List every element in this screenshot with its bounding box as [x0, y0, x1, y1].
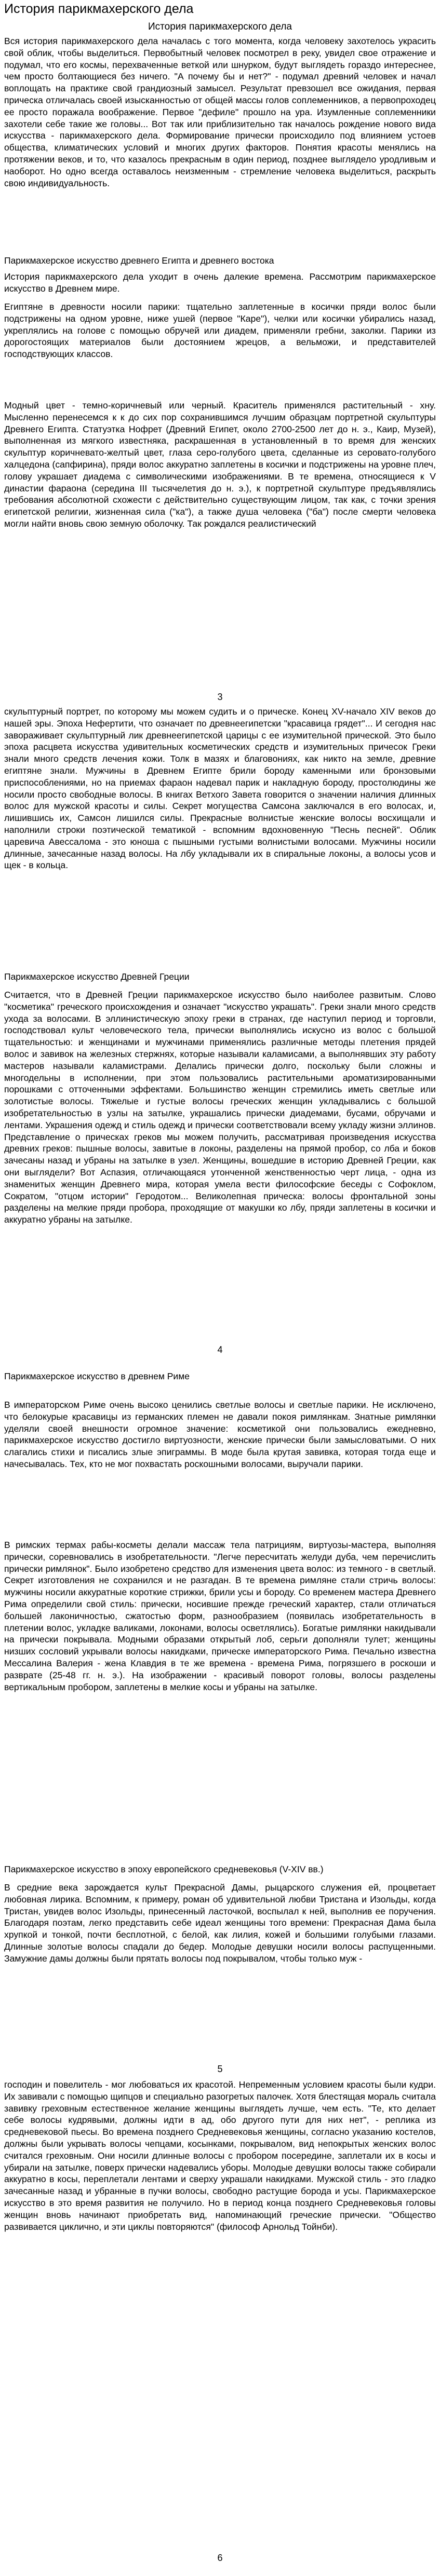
rome-heading: Парикмахерское искусство в древнем Риме [4, 1371, 190, 1381]
page-number: 5 [217, 2064, 223, 2074]
egypt-heading: Парикмахерское искусство древнего Египта и древнего востока [4, 255, 274, 266]
page-number: 6 [217, 2553, 223, 2563]
greece-heading: Парикмахерское искусство Древней Греции [4, 971, 190, 982]
egypt-paragraph-3: скульптурный портрет, по которому мы можем судить и о прическе. Конец XV-начало XIV веков до нашей эры. Эпоха Нефертити, что означает по древнеегипетски "красавица грядет"... И сегодня нас завораживает скульптурный лик древнеегипетской царицы с ее изумительной прической. Это было эпоха расцвета искусства удивительных косметических средств и изумительных причесок Греки знали много средств лечения кожи. Толк в мазях и благовониях, как никто на земле, древние египтяне знали. Мужчины в Древнем Египте брили бороду каменными или бронзовыми приспособлениями, но на приемах фараон надевал парик и накладную бороду, простолюдины же носили просто свободные волосы. В книгах Ветхого Завета говорится о значении наличия длинных волос для мужской красоты и силы. Секрет могущества Самсона заключался в его волосах, и, лишившись их, Самсон лишился силы. Прекрасные волнистые женские волосы восхищали и наполнили строки поэтической тематикой - вспомним вдохновенную "Песнь песней". Облик царевича Авессалома - это юноша с пышными густыми волнистыми волосами. Мужчины носили длинные, зачесанные назад волосы. На лбу укладывали их в спиральные локоны, а волосы усов и щек - в кольца. [4, 706, 436, 871]
greece-paragraph: Считается, что в Древней Греции парикмахерское искусство было наиболее развитым. Слово "косметика" греческого происхождения и означает "искусство украшать". Греки знали много средств ухода за волосами. В эллинистическую эпоху греки в странах, где наступил период и торговли, господствовал культ человеческого тела, прически выполнялись искусно из волос с большой тщательностью: и женщинами и мужчинами применялись различные методы плетения прядей волос и завивок на железных стержнях, которые называли каламисами, а выполнявших эту работу мастеров называли каламистрами. Делались прически долго, поскольку были сложны и многодельны в исполнении, при этом пользовались растительными ароматизированными порошками с отточенными эффектами. Большинство женщин стремились иметь светлые или золотистые волосы. Тяжелые и густые волосы греческих женщин укладывались с большой изобретательностью в узлы на затылке, украшались прически диадемами, бусами, обручами и лентами. Украшения одежд и стиль одежд и прически соответствовали всему укладу жизни эллинов. Представление о прическах греков мы можем получить, рассматривая произведения искусства древних греков: пышные волосы, завитые в локоны, разделены на прямой пробор, со лба и боков зачесаны назад и убраны на затылке в узел. Женщины, вошедшие в историю Древней Греции, как они выглядели? Вот Аспазия, отличающаяся утонченной женственностью черт лица, - одна из знаменитых женщин Древнего мира, которая умела вести философские беседы с Софоклом, Сократом, "отцом истории" Геродотом... Великолепная прическа: волосы фронтальной зоны разделены на мелкие пряди пробора, проходящие от макушки ко лбу, пряди заплетены в косички и аккуратно убраны на затылке. [4, 990, 436, 1225]
middle-ages-paragraph-2: господин и повелитель - мог любоваться их красотой. Непременным условием красоты были кудри. Их завивали с помощью щипцов и специально разогретых палочек. Хотя блестящая мораль считала завивку греховным естественное желание женщины выглядеть лучше, чем есть. "Те, кто делает себе волосы кудрявыми, должны идти в ад, обо другого пути для них нет", - реплика из средневековой пьесы. Во времена позднего Средневековья женщины, согласно указанию костелов, должны были укрывать волосы чепцами, косынками, покрывалом, вид непокрытых женских волос считался греховным. Они носили длинные волосы с пробором посередине, заплетали их в косы и убирали на затылке, поверх прически надевались уборы. Молодые девушки волосы также собирали аккуратно в косы, переплетали лентами и сверху украшали накидками. Мужской стиль - это гладко зачесанные назад и убранные в пучки волосы, свободно растущие борода и усы. Парикмахерское искусство в это время развития не получило. Но в период конца позднего Средневековья головы женщин вновь начинают приобретать вид, напоминающий греческие прически. "Общество развивается циклично, и эти циклы повторяются" (философ Арнольд Тойнби). [4, 2079, 436, 2232]
egypt-paragraph-1: Египтяне в древности носили парики: тщательно заплетенные в косички пряди волос были подстрижены на одном уровне, ниже ушей (первое "Каре"), челки или косички убирались назад, укреплялись на голове с помощью обручей или диадем, применяли гребни, заколки. Парики из дорогостоящих материалов были достоянием жрецов, а вельможи, и представителей господствующих классов. [4, 302, 436, 360]
intro-paragraph: Вся история парикмахерского дела началась с того момента, когда человеку захотелось украсить свой облик, чтобы выделиться. Первобытный человек посмотрел в реку, увидел свое отражение и подумал, что его космы, перехваченные веткой или шнурком, будут выглядеть гораздо интереснее, чем просто болтающиеся без ничего. "А почему бы и нет?" - подумал древний человек и начал воплощать на практике свой грандиозный замысел. Результат превзошел все ожидания, первая прическа отличалась своей изысканностью от общей массы голов соплеменников, а первопроходец ее просто поражала воображение. Первое "дефиле" прошло на ура. Изумленные соплеменники захотели себе такие же головы... Вот так или приблизительно так началось рождение нового вида искусства - парикмахерского дела. Формирование прически происходило под влиянием устоев общества, климатических условий и многих других факторов. Понятия красоты менялись на протяжении веков, и то, что казалось прекрасным в один период, позднее выглядело уродливым и наоборот. Но одно всегда оставалось неизменным - стремление человека выделиться, раскрыть свою индивидуальность. [4, 36, 436, 188]
rome-paragraph-2: В римских термах рабы-косметы делали массаж тела патрициям, виртуозы-мастера, выполняя прически, соревновались в изобретательности. "Легче пересчитать желуди дуба, чем перечислить прически римлянок". Было изобретено средство для изменения цвета волос: из темного - в светлый. Секрет изготовления не сохранился и не разгадан. В те времена римляне стали стричь волосы: мужчины носили аккуратные короткие стрижки, брили усы и бороду. Со временем мастера Древнего Рима определили свой стиль: прически, носившие прежде греческий характер, стали отличаться большей лаконичностью, сжатостью форм, разнообразием (появилась изобретательность в плетении волос, укладке валиками, локонами, волосы осветлялись). Богатые римлянки накидывали на прически покрывала. Модными образами открытый лоб, серьги дополняли тулет; женщины низших сословий укрывали волосы накидками, прическе императорского Рима. Печально известна Мессалина Валерия - жена Клавдия в те же времена - времена Рима, погрязшего в роскоши и разврате (25-48 гг. н. э.). На изображении - красивый поворот головы, волосы разделены вертикальным пробором, заплетены в мелкие косы и убраны на затылке. [4, 1540, 436, 1692]
egypt-paragraph-2: Модный цвет - темно-коричневый или черный. Краситель применялся растительный - хну. Мысленно перенесемся к к до сих пор сохранившимся лучшим образцам портретной скульптуры Древнего Египта. Статуэтка Нофрет (Древний Египет, около 2700-2500 лет до н. э., Каир, Музей), выполненная из мягкого известняка, раскрашенная в установленный в то время для женских скульптур коричневато-желтый цвет, глаза серо-голубого цвета, сделанные из серовато-голубого халцедона (сапфирина), пряди волос аккуратно заплетены в косички и подстрижены на уровне плеч, голову украшает диадема с символическими изображениями. В те времена, относящиеся к V династии фараона (середина III тысячелетия до н. э.), к портретной скульптуре предъявлялись требования абсолютной схожести с действительно существующим лицом, так как, с точки зрения египетской религии, жизненная сила ("ка"), а также душа человека ("ба") после смерти человека могли найти вновь свою земную оболочку. Так рождался реалистический [4, 400, 436, 529]
middle-ages-heading: Парикмахерское искусство в эпоху европейского средневековья (V-XIV вв.) [4, 1864, 324, 1874]
middle-ages-paragraph-1: В средние века зарождается культ Прекрасной Дамы, рыцарского служения ей, процветает любовная лирика. Вспомним, к примеру, роман об удивительной любви Тристана и Изольды, когда Тристан, увидев волос Изольды, принесенный ласточкой, воспылал к ней, выполнив ее поручения. Благодаря поэтам, легко представить себе идеал женщины того времени: Прекрасная Дама была хрупкой и тонкой, почти бесплотной, с белой, как лилия, кожей и большими голубыми глазами. Длинные золотые волосы спадали до бедер. Молодые девушки носили волосы распущенными. Замужние дамы должны были прятать волосы под покрывалом, чтобы только муж - [4, 1882, 436, 1964]
page-heading: История парикмахерского дела [148, 21, 292, 32]
page-number: 4 [217, 1345, 223, 1355]
document-title: История парикмахерского дела [4, 2, 194, 16]
page-number: 3 [217, 692, 223, 702]
rome-paragraph-1: В императорском Риме очень высоко ценились светлые волосы и светлые парики. Не исключено, что белокурые красавицы из германских племен не давали покоя римлянкам. Знатные римлянки уделяли своей внешности огромное значение: косметикой они пользовались ежедневно, парикмахерское искусство достигло виртуозности, женские прически были замысловатыми. О них слагались стихи и писались злые эпиграммы. В моде была крутая завивка, которая тогда еще и начесывалась. Тех, кто не мог похвастать роскошными волосами, выручали парики. [4, 1400, 436, 1469]
egypt-intro-paragraph: История парикмахерского дела уходит в очень далекие времена. Рассмотрим парикмахерское искусство в Древнем мире. [4, 271, 436, 294]
